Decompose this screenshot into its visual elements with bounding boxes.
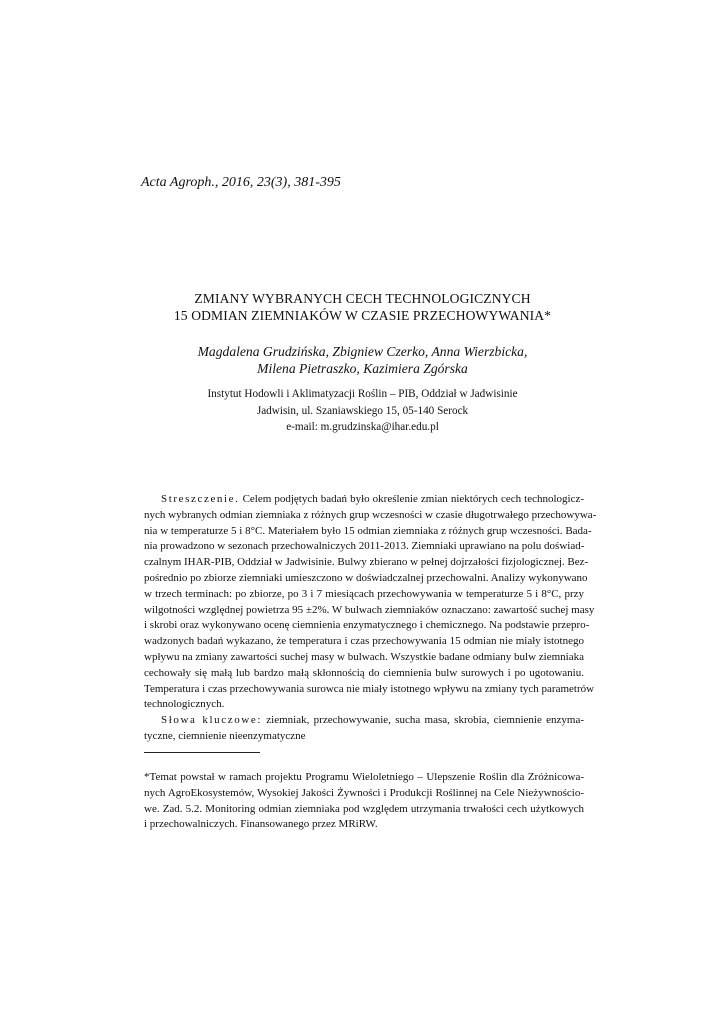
abstract-line: wpływu na zmiany zawartości suchej masy w bulwach. Wszystkie badane odmiany bulw ziemniaka (144, 650, 584, 663)
keywords-label: Słowa kluczowe: (161, 714, 262, 727)
footnote-line: *Temat powstał w ramach projektu Programu Wieloletniego – Ulepszenie Roślin dla Zróżnicowa- (144, 771, 584, 783)
footnote-line: nych AgroEkosystemów, Wysokiej Jakości Żywności i Produkcji Roślinnej na Cele Nieżywnościo- (144, 786, 584, 799)
affiliation (0, 386, 725, 436)
abstract-label: Streszczenie. (161, 493, 240, 505)
affiliation-address: Jadwisin, ul. Szaniawskiego 15, 05-140 Serock (256, 404, 469, 417)
abstract-line: wilgotności względnej powietrza 95 ±2%. W bulwach ziemniaków oznaczano: zawartość suchej masy (144, 603, 595, 616)
abstract-line: cechowały się małą lub bardzo małą skłonnością do ciemnienia bulw surowych i po ugotowaniu. (144, 666, 584, 679)
author-list (0, 343, 725, 377)
abstract-line: i skrobi oraz wykonywano ocenę ciemnienia enzymatycznego i chemicznego. Na podstawie przepro- (144, 619, 590, 632)
footnote-line: we. Zad. 5.2. Monitoring odmian ziemniaka pod względem utrzymania trwałości cech użytkowych (144, 802, 584, 815)
keywords-line: tyczne, ciemnienie nieenzymatyczne (144, 729, 306, 742)
abstract-line: nych wybranych odmian ziemniaka z różnych grup wczesności w czasie długotrwałego przechowywa- (144, 508, 597, 521)
footnote-line: i przechowalniczych. Finansowanego przez MRiRW. (144, 818, 378, 831)
title-line-1: ZMIANY WYBRANYCH CECH TECHNOLOGICZNYCH (194, 291, 531, 306)
abstract-line: pośrednio po zbiorze ziemniaki umieszczono w doświadczalnej przechowalni. Analizy wykonywano (144, 571, 588, 584)
abstract-line: w trzech terminach: po zbiorze, po 3 i 7 miesiącach przechowywania w temperaturze 5 i 8°C, przy (144, 587, 584, 600)
abstract-line: wadzonych badań wykazano, że temperatura i czas przechowywania 15 odmian nie miały istotnego (144, 635, 584, 648)
authors-line-2: Milena Pietraszko, Kazimiera Zgórska (257, 361, 468, 376)
article-title (0, 290, 725, 324)
abstract-line: nia w temperaturze 5 i 8°C. Materiałem było 15 odmian ziemniaka z różnych grup wczesności. Bada- (144, 524, 592, 537)
affiliation-institute: Instytut Hodowli i Aklimatyzacji Roślin – PIB, Oddział w Jadwisinie (207, 388, 518, 400)
keywords-text: ziemniak, przechowywanie, sucha masa, skrobia, ciemnienie enzyma- (266, 714, 585, 727)
affiliation-email: e-mail: m.grudzinska@ihar.edu.pl (286, 421, 439, 433)
abstract (144, 492, 597, 745)
abstract-line: technologicznych. (144, 698, 225, 711)
title-line-2: 15 ODMIAN ZIEMNIAKÓW W CZASIE PRZECHOWYWANIA* (173, 308, 552, 323)
authors-line-1: Magdalena Grudzińska, Zbigniew Czerko, Anna Wierzbicka, (197, 344, 528, 359)
abstract-line: Streszczenie. Celem podjętych badań było określenie zmian niektórych cech technologicz- (161, 493, 584, 505)
abstract-line: czalnym IHAR-PIB, Oddział w Jadwisinie. Bulwy zbierano w pełnej dojrzałości fizjologicznej. Bez- (144, 556, 589, 569)
abstract-line: nia prowadzono w sezonach przechowalniczych 2011-2013. Ziemniaki uprawiano na polu doświad- (144, 540, 585, 553)
footnote (144, 770, 584, 833)
footnote-marker: * (144, 771, 150, 783)
keywords-line (144, 713, 584, 729)
footnote-divider (144, 752, 260, 753)
abstract-line: Temperatura i czas przechowywania surowca nie miały istotnego wpływu na zmiany tych parametrów (144, 682, 595, 695)
journal-reference: Acta Agroph., 2016, 23(3), 381-395 (141, 175, 341, 190)
